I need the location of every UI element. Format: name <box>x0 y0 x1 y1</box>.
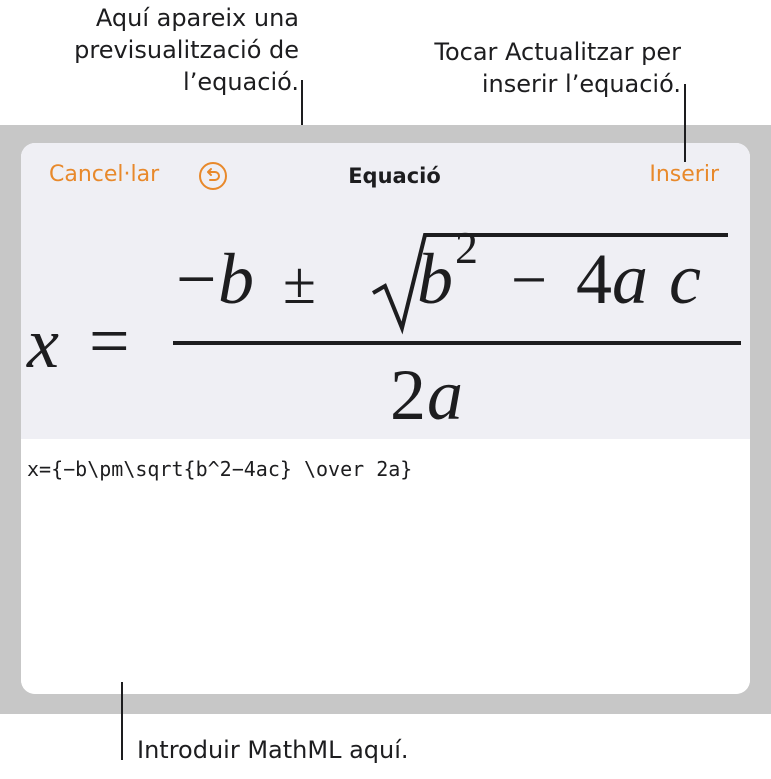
callout-insert-text: Tocar Actualitzar per inserir l’equació. <box>434 38 681 98</box>
equation-preview <box>21 143 750 439</box>
eq-fraction-bar <box>173 341 741 345</box>
eq-num-minus2: − <box>511 244 548 315</box>
eq-num-c: c <box>669 239 701 319</box>
eq-radicand-b: b <box>417 239 453 319</box>
callout-mathml-text: Introduir MathML aquí. <box>137 736 409 764</box>
eq-equals: = <box>89 301 130 381</box>
mathml-input[interactable] <box>27 457 727 677</box>
eq-num-a: a <box>612 239 648 319</box>
insert-button[interactable]: Inserir <box>649 162 719 187</box>
eq-den-two: 2 <box>390 355 426 435</box>
eq-coef: 4 <box>576 239 612 319</box>
eq-num-b: b <box>218 239 254 319</box>
eq-lhs: x <box>27 303 59 383</box>
callout-preview-text: Aquí apareix una previsualització de l’equació. <box>74 4 299 96</box>
callout-mathml-leader <box>121 682 123 760</box>
dialog-title: Equació <box>348 164 441 188</box>
eq-exponent: 2 <box>455 222 478 273</box>
callout-insert-leader <box>684 84 686 162</box>
eq-num-pm: ± <box>283 250 316 316</box>
eq-num-minus: − <box>176 239 217 319</box>
equation-sheet <box>21 143 750 694</box>
mathml-editor <box>21 439 750 694</box>
eq-den-a: a <box>427 355 463 435</box>
cancel-button[interactable]: Cancel·lar <box>49 162 160 187</box>
